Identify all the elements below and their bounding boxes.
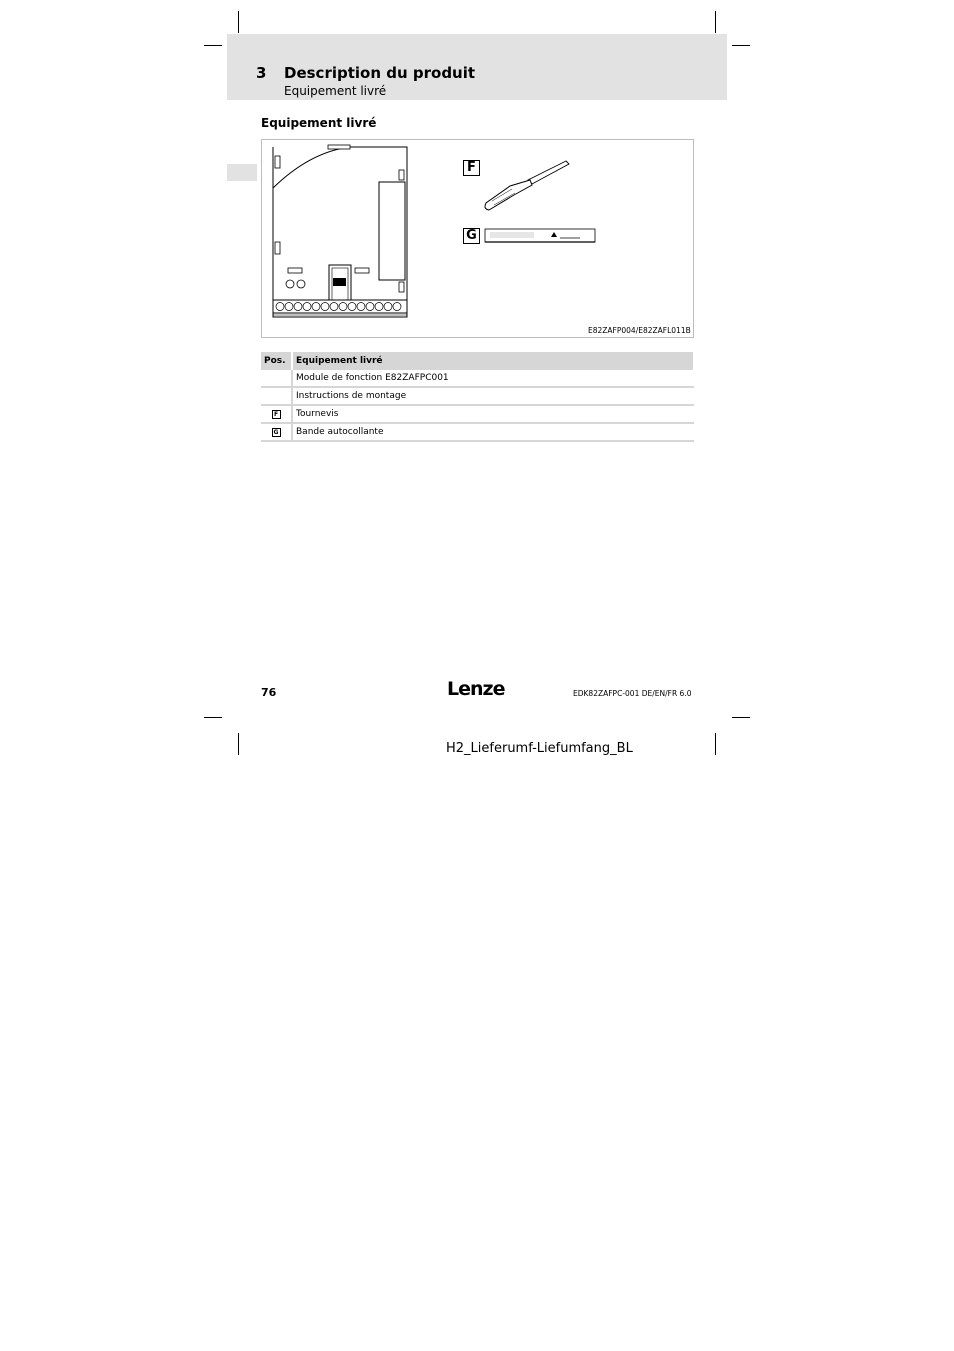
screwdriver-icon <box>482 158 572 214</box>
row-item: Bande autocollante <box>292 423 694 441</box>
figure-caption: E82ZAFP004/E82ZAFL011B <box>588 326 691 335</box>
section-heading: Equipement livré <box>261 116 377 130</box>
row-item: Module de fonction E82ZAFPC001 <box>292 370 694 387</box>
table-row <box>261 370 694 387</box>
label-f: F <box>463 160 480 176</box>
row-pos <box>261 423 292 441</box>
chapter-number: 3 <box>256 64 267 82</box>
table-row <box>261 423 694 441</box>
pos-g-marker: G <box>272 428 281 437</box>
page-number: 76 <box>261 686 277 699</box>
label-g: G <box>463 228 480 244</box>
crop-mark <box>204 717 222 718</box>
function-module-drawing <box>270 144 410 320</box>
row-pos <box>261 387 292 405</box>
adhesive-strip-icon <box>484 227 598 245</box>
table-row <box>261 405 694 423</box>
row-pos <box>261 370 292 387</box>
layout-label: H2_Lieferumf-Liefumfang_BL <box>446 741 633 756</box>
crop-mark <box>238 733 239 755</box>
table-header-row <box>261 352 694 370</box>
row-pos <box>261 405 292 423</box>
table-row <box>261 387 694 405</box>
crop-mark <box>715 11 716 33</box>
crop-mark <box>732 717 750 718</box>
crop-mark <box>732 45 750 46</box>
crop-mark <box>238 11 239 33</box>
crop-mark <box>204 45 222 46</box>
scope-of-delivery-table <box>261 352 695 442</box>
row-item: Instructions de montage <box>292 387 694 405</box>
crop-mark <box>715 733 716 755</box>
language-tab-marker <box>227 164 257 181</box>
row-item: Tournevis <box>292 405 694 423</box>
chapter-title: Description du produit <box>284 64 476 82</box>
chapter-subtitle: Equipement livré <box>284 84 387 98</box>
document-reference: EDK82ZAFPC-001 DE/EN/FR 6.0 <box>573 689 692 698</box>
lenze-logo: Lenze <box>447 678 505 700</box>
pos-f-marker: F <box>272 410 281 419</box>
column-header-pos: Pos. <box>261 352 292 370</box>
column-header-item: Equipement livré <box>292 352 694 370</box>
